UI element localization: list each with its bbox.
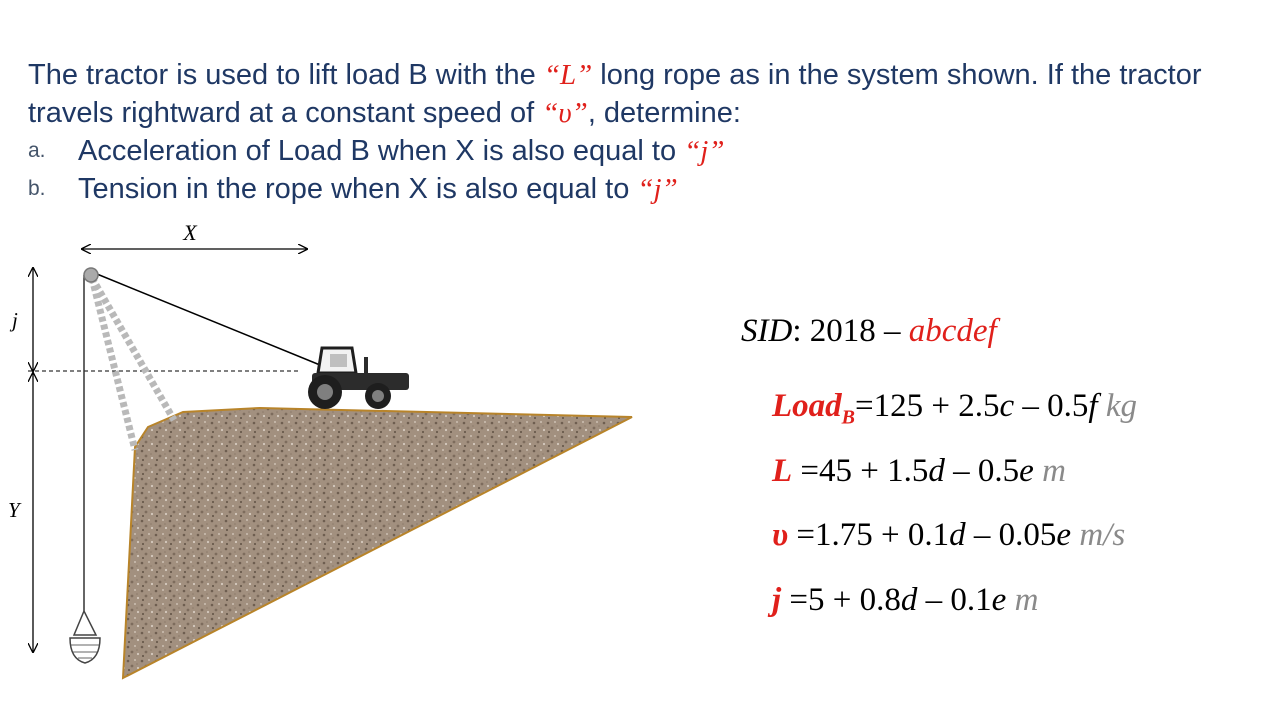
speed-unit: m/s	[1079, 517, 1126, 553]
x-label: X	[183, 220, 197, 245]
speed-expression: =1.75 + 0.1	[788, 517, 950, 553]
sid-label: SID	[741, 313, 793, 349]
load-unit: kg	[1105, 388, 1137, 424]
j-unit: m	[1014, 582, 1039, 618]
question-b	[28, 170, 1268, 208]
speed-variable: υ	[772, 517, 789, 553]
load-formula	[772, 388, 1137, 430]
length-var-e: e	[1019, 453, 1034, 489]
question-a-text: Acceleration of Load B when X is also equal to	[78, 135, 685, 167]
load-b-icon	[70, 611, 100, 663]
load-var-c: c	[999, 388, 1015, 424]
pulley-icon	[84, 268, 98, 282]
intro-text-1: The tractor is used to lift load B with the	[28, 59, 544, 91]
intro-text-3: , determine:	[587, 97, 741, 129]
tractor-icon	[308, 348, 409, 409]
sid-code: abcdef	[908, 313, 997, 349]
length-mid: – 0.5	[944, 453, 1020, 489]
question-a-marker: a.	[28, 139, 46, 162]
length-expression: =45 + 1.5	[792, 453, 929, 489]
j-formula	[772, 582, 1038, 619]
rope-length-symbol: “L”	[543, 59, 593, 91]
j-expression: =5 + 0.8	[781, 582, 901, 618]
question-b-marker: b.	[28, 177, 46, 200]
length-formula	[772, 453, 1066, 490]
load-mid: – 0.5	[1014, 388, 1089, 424]
sid-line	[741, 313, 997, 350]
speed-mid: – 0.05	[965, 517, 1057, 553]
ground-slope	[123, 408, 632, 678]
inclined-rope	[92, 272, 320, 365]
question-b-symbol: “j”	[637, 173, 678, 205]
question-a	[28, 132, 1268, 170]
intro-text-2: long rope as in the system shown. If the tractor travels rightward at a constant speed of	[28, 59, 1202, 129]
sid-colon: :	[792, 313, 802, 349]
question-a-symbol: “j”	[684, 135, 725, 167]
tractor-pulley-diagram	[0, 215, 660, 720]
j-var-e: e	[991, 582, 1007, 618]
j-label: j	[12, 308, 18, 332]
j-mid: – 0.1	[917, 582, 992, 618]
speed-var-d: d	[949, 517, 966, 553]
length-var-d: d	[928, 453, 945, 489]
length-variable: L	[772, 453, 793, 489]
j-variable: j	[772, 582, 782, 618]
problem-intro	[28, 56, 1268, 132]
speed-symbol: “υ”	[542, 97, 588, 129]
load-var-text: Load	[772, 388, 842, 424]
load-var-f: f	[1088, 388, 1098, 424]
j-var-d: d	[900, 582, 918, 618]
speed-formula	[772, 517, 1125, 554]
length-unit: m	[1042, 453, 1066, 489]
sid-dash: –	[884, 313, 901, 349]
y-label: Y	[8, 498, 20, 522]
sid-year: 2018	[809, 313, 876, 349]
load-variable	[772, 388, 856, 429]
load-subscript: B	[841, 406, 856, 429]
question-b-text: Tension in the rope when X is also equal to	[78, 173, 638, 205]
speed-var-e: e	[1056, 517, 1072, 553]
problem-statement	[28, 56, 1268, 208]
load-expression: =125 + 2.5	[855, 388, 1000, 424]
